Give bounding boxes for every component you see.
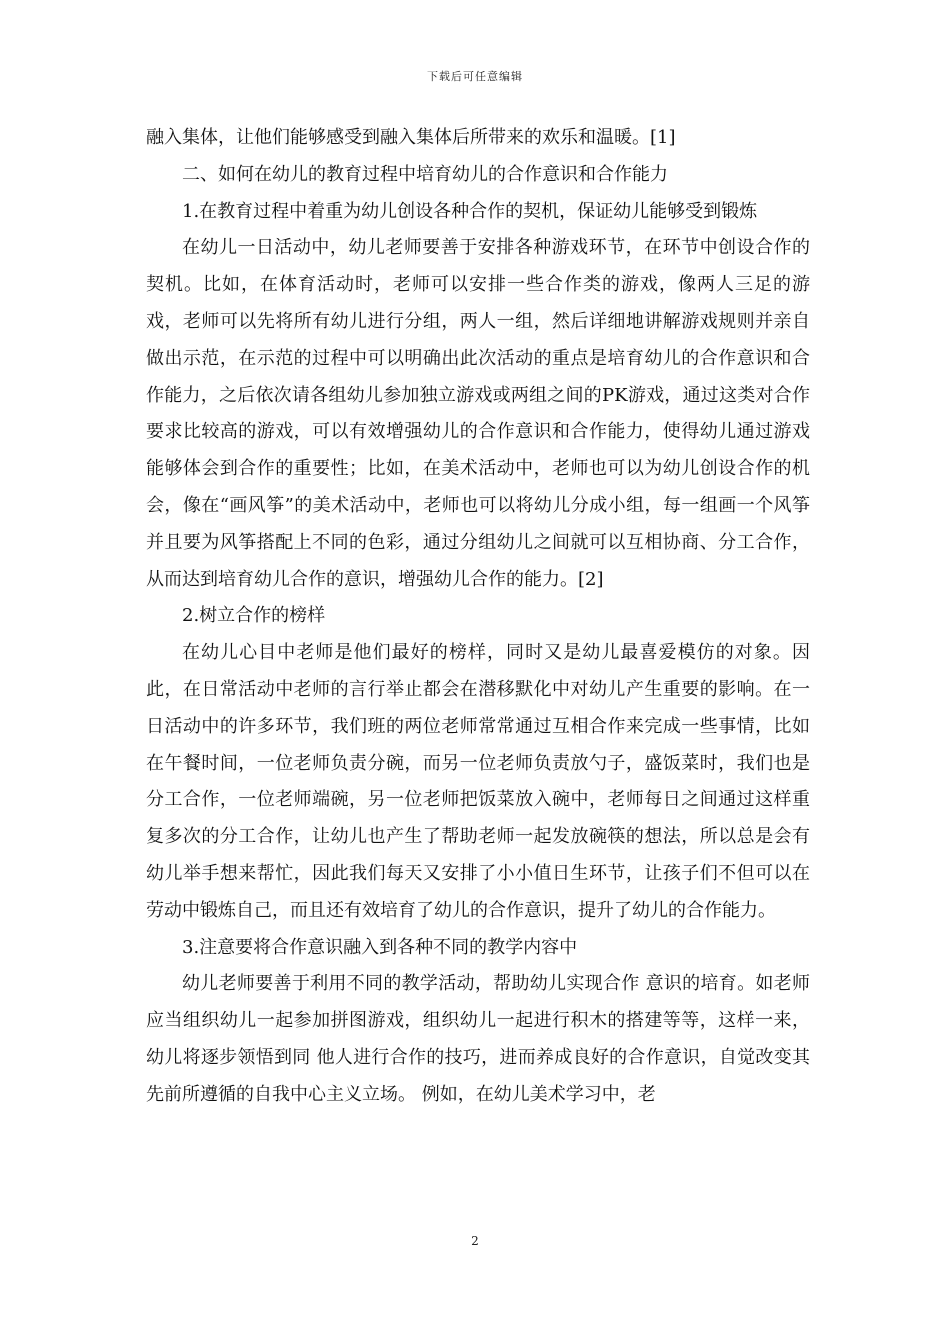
subsection-heading-1: 1.在教育过程中着重为幼儿创设各种合作的契机，保证幼儿能够受到锻炼	[182, 200, 758, 222]
paragraph-body-2: 在幼儿心目中老师是他们最好的榜样，同时又是幼儿最喜爱模仿的对象。因此，在日常活动中老师的言行举止都会在潜移默化中对幼儿产生重要的影响。在一日活动中的许多环节，我们班的两位老师常常通过互相合作来完成一些事情，比如在午餐时间，一位老师负责分碗，而另一位老师负责放勺子，盛饭菜时，我们也是分工合作，一位老师端碗，另一位老师把饭菜放入碗中，老师每日之间通过这样重复多次的分工合作，让幼儿也产生了帮助老师一起发放碗筷的想法，所以总是会有幼儿举手想来帮忙，因此我们每天又安排了小小值日生环节，让孩子们不但可以在劳动中锻炼自己，而且还有效培育了幼儿的合作意识，提升了幼儿的合作能力。	[146, 642, 810, 921]
document-body	[146, 120, 810, 1114]
paragraph-body-3: 幼儿老师要善于利用不同的教学活动，帮助幼儿实现合作 意识的培育。如老师应当组织幼儿一起参加拼图游戏，组织幼儿一起进行积木的搭建等等，这样一来，幼儿将逐步领悟到同 他人进行合作的技巧，进而养成良好的合作意识，自觉改变其 先前所遵循的自我中心主义立场。 例如，在幼儿美术学习中，老	[146, 973, 810, 1105]
paragraph-body-1: 在幼儿一日活动中，幼儿老师要善于安排各种游戏环节，在环节中创设合作的契机。比如，在体育活动时，老师可以安排一些合作类的游戏，像两人三足的游戏，老师可以先将所有幼儿进行分组，两人一组，然后详细地讲解游戏规则并亲自做出示范，在示范的过程中可以明确出此次活动的重点是培育幼儿的合作意识和合作能力，之后依次请各组幼儿参加独立游戏或两组之间的PK游戏，通过这类对合作要求比较高的游戏，可以有效增强幼儿的合作意识和合作能力，使得幼儿通过游戏能够体会到合作的重要性；比如，在美术活动中，老师也可以为幼儿创设合作的机会，像在“画风筝”的美术活动中，老师也可以将幼儿分成小组，每一组画一个风筝并且要为风筝搭配上不同的色彩，通过分组幼儿之间就可以互相协商、分工合作，从而达到培育幼儿合作的意识，增强幼儿合作的能力。[2]	[146, 237, 810, 590]
paragraph-continuation: 融入集体，让他们能够感受到融入集体后所带来的欢乐和温暖。[1]	[146, 127, 676, 148]
subsection-heading-2: 2.树立合作的榜样	[182, 605, 326, 627]
subsection-heading-3: 3.注意要将合作意识融入到各种不同的教学内容中	[182, 936, 578, 958]
page-header: 下载后可任意编辑	[427, 70, 523, 83]
page-number: 2	[471, 1234, 479, 1248]
section-heading: 二、如何在幼儿的教育过程中培育幼儿的合作意识和合作能力	[182, 163, 668, 185]
